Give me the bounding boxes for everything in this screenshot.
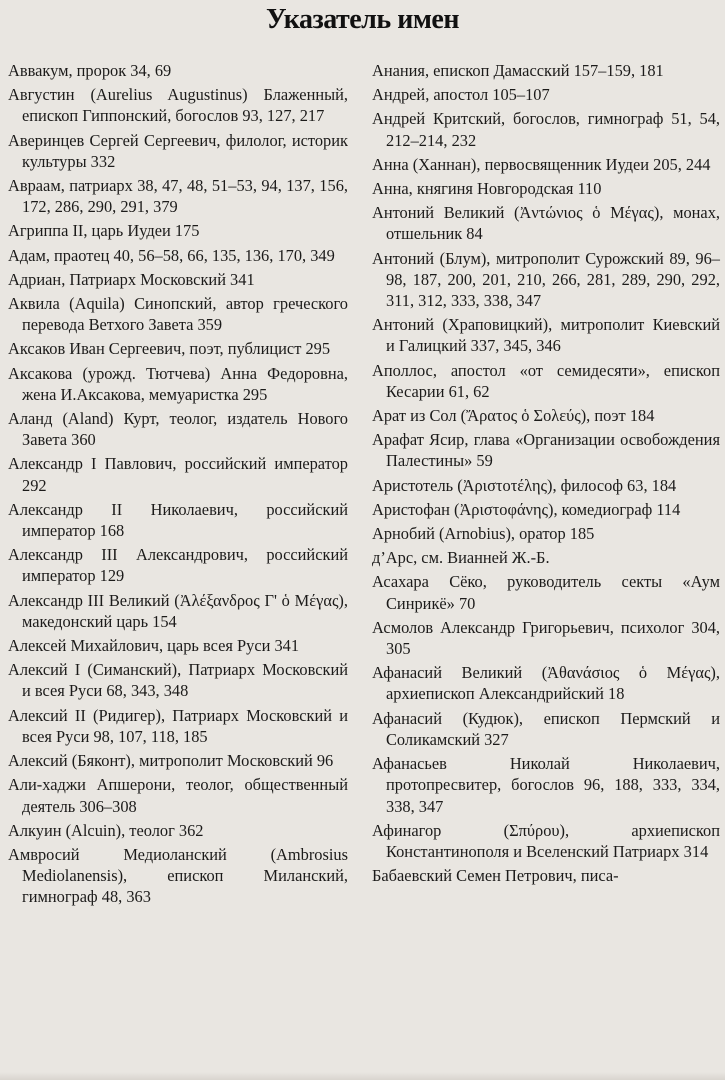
index-entry: Афанасий Великий (Ἀθανάσιος ὁ Μέγας), архиепископ Александрийский 18 [372, 663, 720, 704]
index-entry: Анна, княгиня Новгородская 110 [372, 179, 602, 199]
index-entry: Августин (Aurelius Augustinus) Блаженный, епископ Гиппонский, богослов 93, 127, 217 [8, 85, 348, 126]
page-title: Указатель имен [266, 4, 459, 35]
index-entry: Авраам, патриарх 38, 47, 48, 51–53, 94, 137, 156, 172, 286, 290, 291, 379 [8, 176, 348, 217]
index-entry: Алексий II (Ридигер), Патриарх Московский и всея Руси 98, 107, 118, 185 [8, 705, 348, 746]
index-entry: Аввакум, пророк 34, 69 [8, 61, 172, 80]
index-entry: Антоний Великий (Ἀντώνιος ὁ Μέγας), монах, отшельник 84 [372, 203, 720, 244]
index-entry: Александр I Павлович, российский император 292 [8, 454, 348, 495]
index-entry: Аристотель (Ἀριστοτέλης), философ 63, 184 [372, 475, 677, 495]
index-entry: Анания, епископ Дамасский 157–159, 181 [372, 61, 664, 80]
index-entry: Алексий (Бяконт), митрополит Московский 96 [8, 751, 334, 771]
index-entry: Афинагор (Σπύρου), архиепископ Константинополя и Вселенский Патриарх 314 [372, 820, 720, 861]
page-edge [0, 1072, 725, 1080]
index-entry: Аквила (Aquila) Синопский, автор греческого перевода Ветхого Завета 359 [8, 294, 348, 335]
index-entry: Арнобий (Arnobius), оратор 185 [372, 524, 595, 544]
index-entry: д’Арс, см. Вианней Ж.-Б. [372, 548, 550, 568]
index-entry: Арафат Ясир, глава «Организации освобождения Палестины» 59 [372, 430, 720, 471]
index-entry: Агриппа II, царь Иудеи 175 [8, 221, 200, 241]
index-entry: Бабаевский Семен Петрович, писа- [372, 866, 619, 886]
index-entry: Антоний (Блум), митрополит Сурожский 89, 96–98, 187, 200, 201, 210, 266, 281, 289, 290, 292, 311, 312, 333, 338, 347 [372, 248, 720, 311]
index-entry: Александр III Александрович, российский император 129 [8, 545, 348, 586]
index-entry: Алексий I (Симанский), Патриарх Московский и всея Руси 68, 343, 348 [8, 660, 348, 701]
index-entry: Адам, праотец 40, 56–58, 66, 135, 136, 170, 349 [8, 245, 335, 265]
index-entry: Арат из Сол (Ἄρατος ὁ Σολεύς), поэт 184 [372, 406, 655, 426]
index-entry: Афанасьев Николай Николаевич, протопресвитер, богослов 96, 188, 333, 334, 338, 347 [372, 754, 720, 816]
index-entry: Аксаков Иван Сергеевич, поэт, публицист 295 [8, 339, 331, 359]
index-entry: Аверинцев Сергей Сергеевич, филолог, историк культуры 332 [8, 130, 348, 171]
index-entry: Аланд (Aland) Курт, теолог, издатель Нового Завета 360 [8, 409, 348, 450]
index-entry: Адриан, Патриарх Московский 341 [8, 269, 255, 289]
index-entry: Алексей Михайлович, царь всея Руси 341 [8, 636, 300, 656]
index-entry: Александр II Николаевич, российский император 168 [8, 499, 348, 541]
index-entry: Али-хаджи Апшерони, теолог, общественный деятель 306–308 [8, 775, 348, 816]
index-entry: Афанасий (Кудюк), епископ Пермский и Соликамский 327 [372, 708, 720, 749]
index-entry: Асахара Сёко, руководитель секты «Аум Синрикё» 70 [372, 572, 720, 613]
index-entry: Аристофан (Ἀριστοφάνης), комедиограф 114 [372, 499, 681, 519]
index-entry: Андрей, апостол 105–107 [372, 85, 550, 105]
index-entry: Андрей Критский, богослов, гимнограф 51, 54, 212–214, 232 [372, 109, 720, 150]
index-entry: Анна (Ханнан), первосвященник Иудеи 205, 244 [372, 154, 711, 174]
index-entry: Аполлос, апостол «от семидесяти», епископ Кесарии 61, 62 [372, 360, 720, 401]
index-column-right [372, 60, 720, 889]
index-entry: Александр III Великий (Ἀλέξανδρος Γ' ὁ Μέγας), македонский царь 154 [8, 590, 348, 631]
index-entry: Аксакова (урожд. Тютчева) Анна Федоровна, жена И.Аксакова, мемуаристка 295 [8, 363, 348, 404]
index-entry: Антоний (Храповицкий), митрополит Киевский и Галицкий 337, 345, 346 [372, 315, 720, 356]
index-entry: Алкуин (Alcuin), теолог 362 [8, 820, 204, 840]
index-entry: Асмолов Александр Григорьевич, психолог 304, 305 [372, 617, 720, 659]
index-entry: Амвросий Медиоланский (Ambrosius Mediolanensis), епископ Миланский, гимнограф 48, 363 [8, 844, 348, 907]
index-column-left [8, 60, 348, 911]
